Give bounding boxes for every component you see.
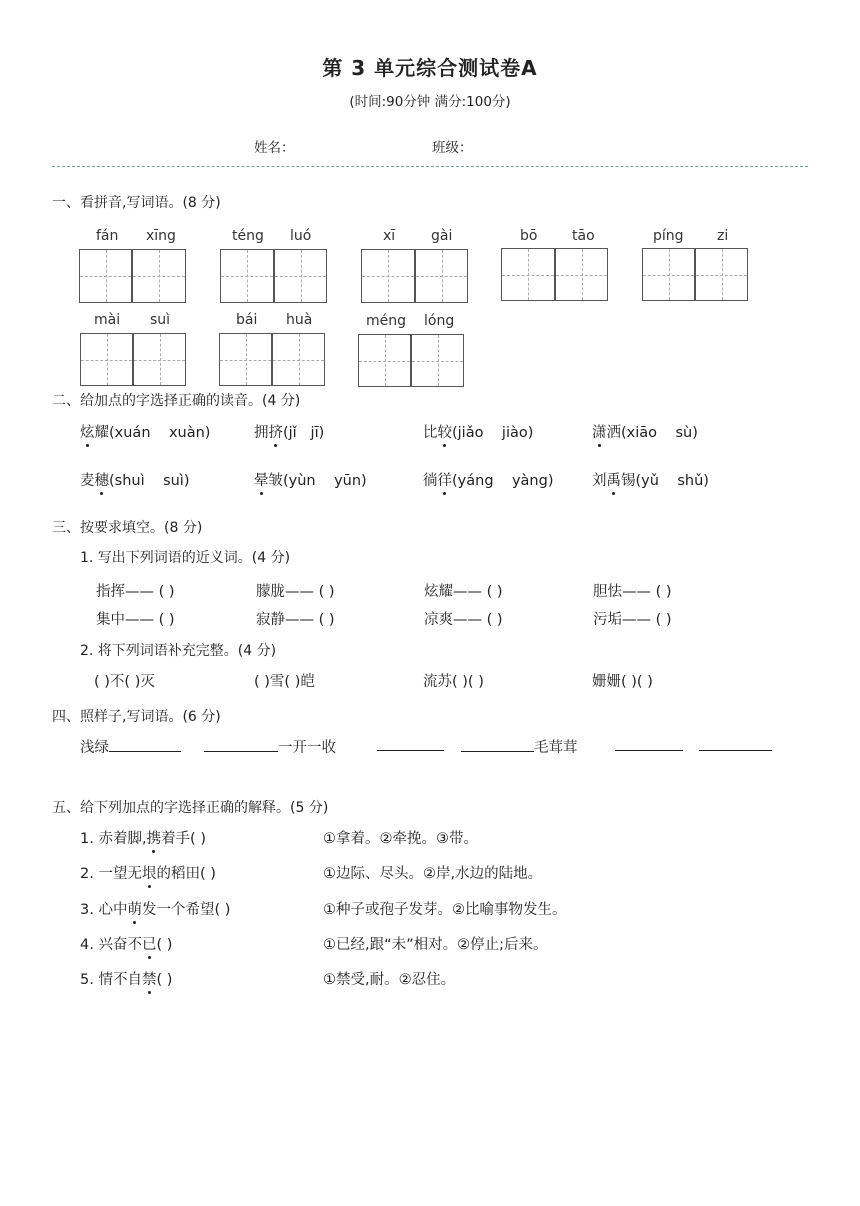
pinyin: fán: [96, 228, 119, 244]
fill-item[interactable]: ( )雪( )皑: [254, 674, 315, 690]
meaning-options: ①禁受,耐。②忍住。: [323, 972, 456, 988]
synonym-item[interactable]: 集中—— ( ): [96, 612, 175, 628]
writing-cell[interactable]: [555, 248, 608, 301]
answer-blank-wrap: [615, 736, 683, 755]
writing-cell[interactable]: [415, 249, 468, 303]
meaning-question[interactable]: 4. 兴奋不已( ): [80, 933, 172, 954]
pinyin: xī: [383, 228, 396, 244]
pinyin: bō: [520, 228, 538, 244]
pinyin: bái: [236, 312, 258, 328]
writing-cell[interactable]: [501, 248, 555, 301]
page-subtitle: (时间:90分钟 满分:100分): [349, 94, 511, 110]
pinyin: xīng: [146, 228, 176, 244]
section-2-heading: 二、给加点的字选择正确的读音。(4 分): [52, 393, 301, 409]
writing-cell[interactable]: [220, 249, 274, 303]
answer-blank-wrap: [699, 736, 772, 755]
pronunciation-item[interactable]: 潇洒(xiāo sù): [592, 421, 698, 442]
pinyin: méng: [366, 313, 407, 329]
pronunciation-item[interactable]: 比较(jiǎo jiào): [423, 421, 533, 442]
meaning-question[interactable]: 1. 赤着脚,携着手( ): [80, 827, 206, 848]
section-5-heading: 五、给下列加点的字选择正确的解释。(5 分): [52, 800, 329, 816]
pinyin: lóng: [424, 313, 455, 329]
pronunciation-item[interactable]: 炫耀(xuán xuàn): [80, 421, 210, 442]
pinyin: píng: [653, 228, 684, 244]
class-label: 班级：: [432, 140, 473, 156]
pinyin: luó: [290, 228, 312, 244]
pronunciation-item[interactable]: 徜徉(yáng yàng): [423, 469, 554, 490]
synonym-item[interactable]: 指挥—— ( ): [96, 584, 175, 600]
writing-cell[interactable]: [695, 248, 748, 301]
synonym-item[interactable]: 寂静—— ( ): [256, 612, 335, 628]
meaning-options: ①拿着。②牵挽。③带。: [323, 831, 478, 847]
pinyin: suì: [150, 312, 171, 328]
pinyin: zi: [717, 228, 729, 244]
answer-blank[interactable]: [699, 736, 772, 751]
meaning-options: ①已经,跟“未”相对。②停止;后来。: [323, 937, 548, 953]
pronunciation-item[interactable]: 晕皱(yùn yūn): [254, 469, 367, 490]
meaning-question[interactable]: 2. 一望无垠的稻田( ): [80, 862, 216, 883]
writing-cell[interactable]: [358, 334, 411, 387]
answer-blank-wrap: [377, 736, 444, 755]
writing-cell[interactable]: [133, 333, 186, 386]
writing-cell[interactable]: [80, 333, 133, 386]
synonym-item[interactable]: 炫耀—— ( ): [424, 584, 503, 600]
synonym-item[interactable]: 胆怯—— ( ): [593, 584, 672, 600]
pinyin: tāo: [572, 228, 595, 244]
answer-blank[interactable]: [109, 737, 181, 752]
page-title: 第 3 单元综合测试卷A: [322, 56, 538, 80]
writing-cell[interactable]: [132, 249, 186, 303]
pinyin: téng: [232, 228, 264, 244]
pinyin: huà: [286, 312, 313, 328]
synonym-item[interactable]: 凉爽—— ( ): [424, 612, 503, 628]
fill-item[interactable]: ( )不( )灭: [94, 674, 155, 690]
meaning-options: ①种子或孢子发芽。②比喻事物发生。: [323, 902, 567, 918]
meaning-question[interactable]: 5. 情不自禁( ): [80, 968, 172, 989]
example-row: 浅绿: [80, 736, 181, 757]
writing-cell[interactable]: [361, 249, 415, 303]
example-row: 一开一收: [204, 736, 336, 757]
fill-item[interactable]: 流苏( )( ): [423, 674, 484, 690]
writing-cell[interactable]: [79, 249, 132, 303]
answer-blank[interactable]: [204, 737, 278, 752]
fill-item[interactable]: 姗姗( )( ): [592, 674, 653, 690]
synonym-item[interactable]: 朦胧—— ( ): [256, 584, 335, 600]
answer-blank[interactable]: [615, 736, 683, 751]
pronunciation-item[interactable]: 刘禹锡(yǔ shǔ): [592, 469, 709, 490]
section-3-heading: 三、按要求填空。(8 分): [52, 520, 203, 536]
pinyin: gài: [431, 228, 453, 244]
answer-blank[interactable]: [461, 737, 534, 752]
section-1-heading: 一、看拼音,写词语。(8 分): [52, 195, 221, 211]
question-3-1: 1. 写出下列词语的近义词。(4 分): [80, 550, 291, 566]
section-4-heading: 四、照样子,写词语。(6 分): [52, 709, 221, 725]
divider: [52, 166, 808, 167]
pinyin: mài: [94, 312, 121, 328]
example-row: 毛茸茸: [461, 736, 578, 757]
writing-cell[interactable]: [642, 248, 695, 301]
pronunciation-item[interactable]: 麦穗(shuì suì): [80, 469, 190, 490]
writing-cell[interactable]: [274, 249, 327, 303]
meaning-question[interactable]: 3. 心中萌发一个希望( ): [80, 898, 230, 919]
question-3-2: 2. 将下列词语补充完整。(4 分): [80, 643, 277, 659]
writing-cell[interactable]: [411, 334, 464, 387]
writing-cell[interactable]: [219, 333, 272, 386]
answer-blank[interactable]: [377, 736, 444, 751]
writing-cell[interactable]: [272, 333, 325, 386]
meaning-options: ①边际、尽头。②岸,水边的陆地。: [323, 866, 543, 882]
pronunciation-item[interactable]: 拥挤(jǐ jī): [254, 421, 324, 442]
name-label: 姓名：: [254, 140, 295, 156]
synonym-item[interactable]: 污垢—— ( ): [593, 612, 672, 628]
